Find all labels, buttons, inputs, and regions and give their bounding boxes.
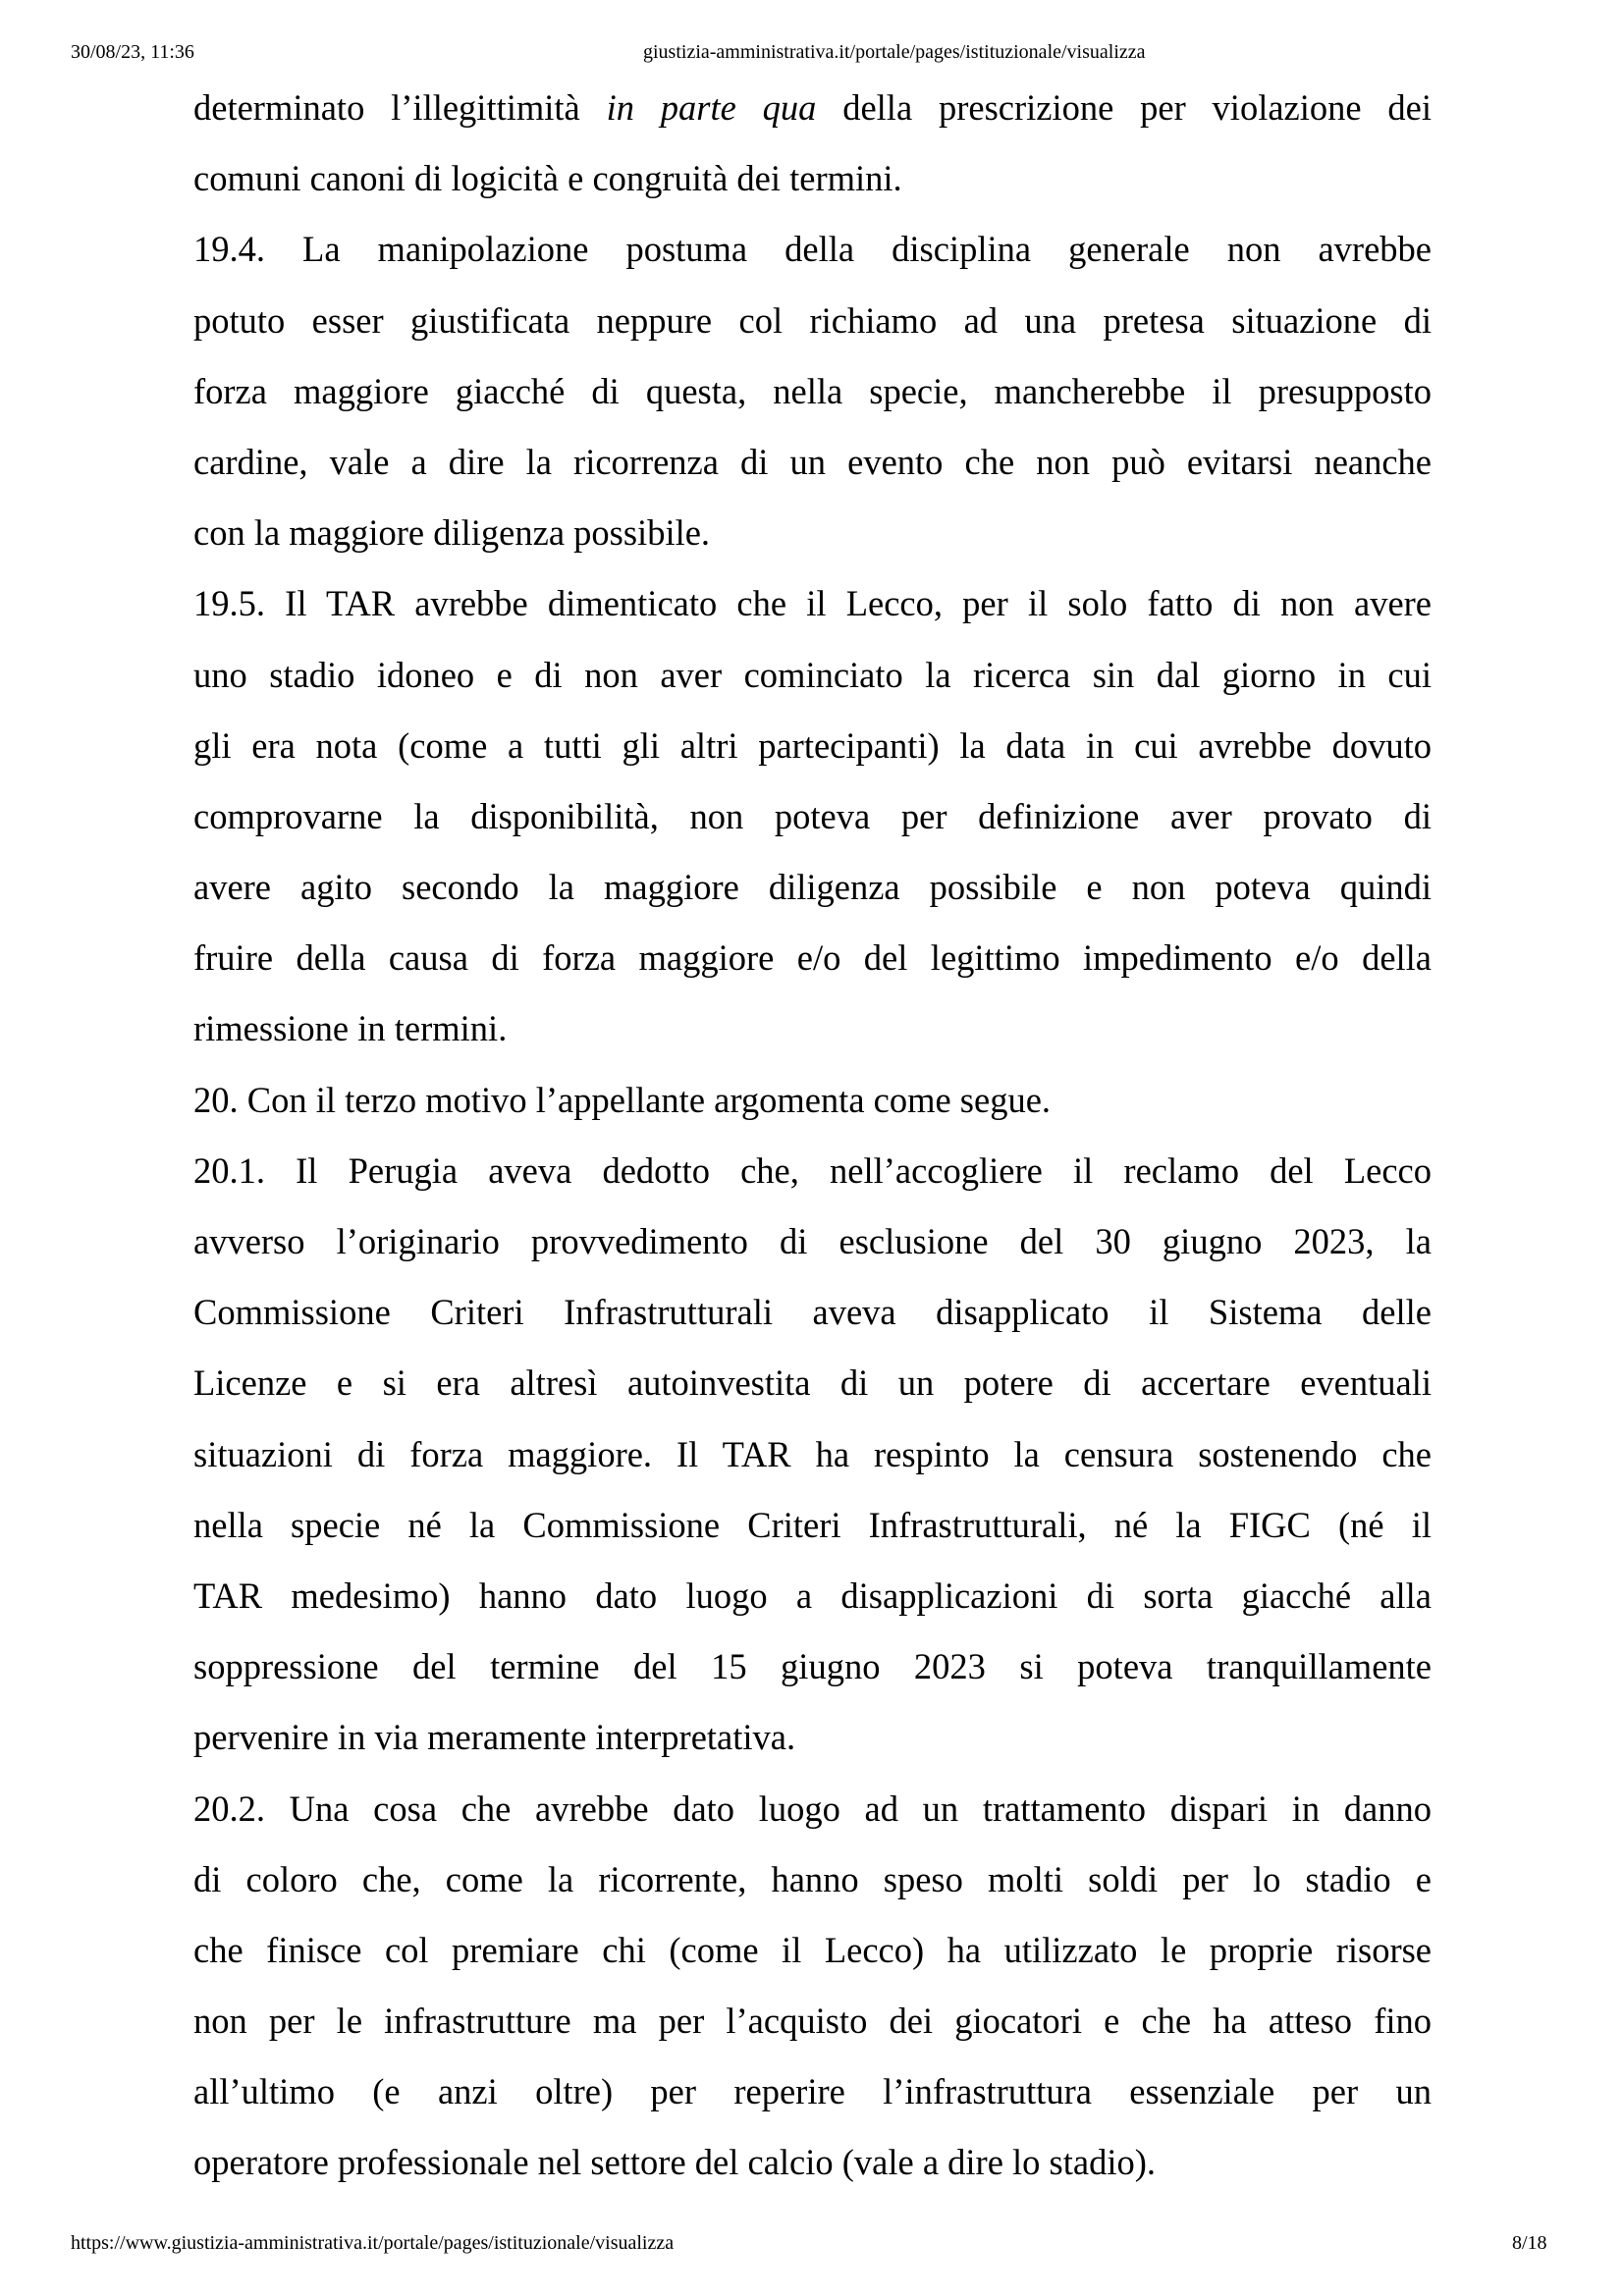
- text-line: nella specie né la Commissione Criteri Infrastrutturali, né la FIGC (né il: [193, 1504, 1432, 1545]
- text-line: Licenze e si era altresì autoinvestita di un potere di accertare eventuali: [193, 1362, 1432, 1404]
- text-line: all’ultimo (e anzi oltre) per reperire l’infrastruttura essenziale per un: [193, 2071, 1432, 2112]
- text-line: pervenire in via meramente interpretativa.: [193, 1717, 796, 1758]
- text-line: comprovarne la disponibilità, non poteva per definizione aver provato di: [193, 795, 1432, 836]
- text-line: gli era nota (come a tutti gli altri partecipanti) la data in cui avrebbe dovuto: [193, 724, 1432, 766]
- document-body: [193, 86, 1432, 2213]
- paragraph-19-5-start: 19.5. Il TAR avrebbe dimenticato che il Lecco, per il solo fatto di non avere: [193, 583, 1432, 624]
- text-line: operatore professionale nel settore del calcio (vale a dire lo stadio).: [193, 2142, 1157, 2183]
- text-line: situazioni di forza maggiore. Il TAR ha respinto la censura sostenendo che: [193, 1433, 1432, 1474]
- paragraph-19-4-start: 19.4. La manipolazione postuma della disciplina generale non avrebbe: [193, 229, 1432, 270]
- text-line: cardine, vale a dire la ricorrenza di un evento che non può evitarsi neanche: [193, 441, 1432, 482]
- text-line: soppressione del termine del 15 giugno 2023 si poteva tranquillamente: [193, 1646, 1432, 1687]
- text-line: avere agito secondo la maggiore diligenza possibile e non poteva quindi: [193, 867, 1432, 908]
- text-line: Commissione Criteri Infrastrutturali aveva disapplicato il Sistema delle: [193, 1292, 1432, 1333]
- print-datetime: 30/08/23, 11:36: [71, 41, 194, 63]
- text-line: di coloro che, come la ricorrente, hanno speso molti soldi per lo stadio e: [193, 1858, 1432, 1899]
- footer-url: https://www.giustizia-amministrativa.it/portale/pages/istituzionale/visualizza: [71, 2232, 675, 2254]
- text-line: potuto esser giustificata neppure col richiamo ad una pretesa situazione di: [193, 299, 1432, 341]
- page-title-url: giustizia-amministrativa.it/portale/pages/istituzionale/visualizza: [643, 41, 1146, 63]
- paragraph-20: 20. Con il terzo motivo l’appellante argomenta come segue.: [193, 1079, 1052, 1120]
- text-line: che finisce col premiare chi (come il Lecco) ha utilizzato le proprie risorse: [193, 1929, 1432, 1970]
- text-line: forza maggiore giacché di questa, nella specie, mancherebbe il presupposto: [193, 370, 1432, 411]
- text-run: determinato l’illegittimità: [193, 87, 607, 128]
- paragraph-20-2-start: 20.2. Una cosa che avrebbe dato luogo ad un trattamento dispari in danno: [193, 1788, 1432, 1829]
- text-line: rimessione in termini.: [193, 1008, 508, 1049]
- text-line: non per le infrastrutture ma per l’acquisto dei giocatori e che ha atteso fino: [193, 2001, 1432, 2042]
- text-line: [193, 86, 1432, 157]
- italic-phrase: in parte qua: [606, 87, 817, 128]
- text-line: comuni canoni di logicità e congruità dei termini.: [193, 158, 902, 199]
- paragraph-20-1-start: 20.1. Il Perugia aveva dedotto che, nell’accogliere il reclamo del Lecco: [193, 1149, 1432, 1191]
- text-line: fruire della causa di forza maggiore e/o del legittimo impedimento e/o della: [193, 937, 1432, 979]
- text-line: avverso l’originario provvedimento di esclusione del 30 giugno 2023, la: [193, 1221, 1432, 1261]
- text-line: uno stadio idoneo e di non aver cominciato la ricerca sin dal giorno in cui: [193, 654, 1432, 695]
- text-line: TAR medesimo) hanno dato luogo a disapplicazioni di sorta giacché alla: [193, 1575, 1432, 1616]
- page-number: 8/18: [1512, 2232, 1547, 2254]
- text-line: con la maggiore diligenza possibile.: [193, 512, 711, 554]
- text-run: della prescrizione per violazione dei: [816, 87, 1432, 128]
